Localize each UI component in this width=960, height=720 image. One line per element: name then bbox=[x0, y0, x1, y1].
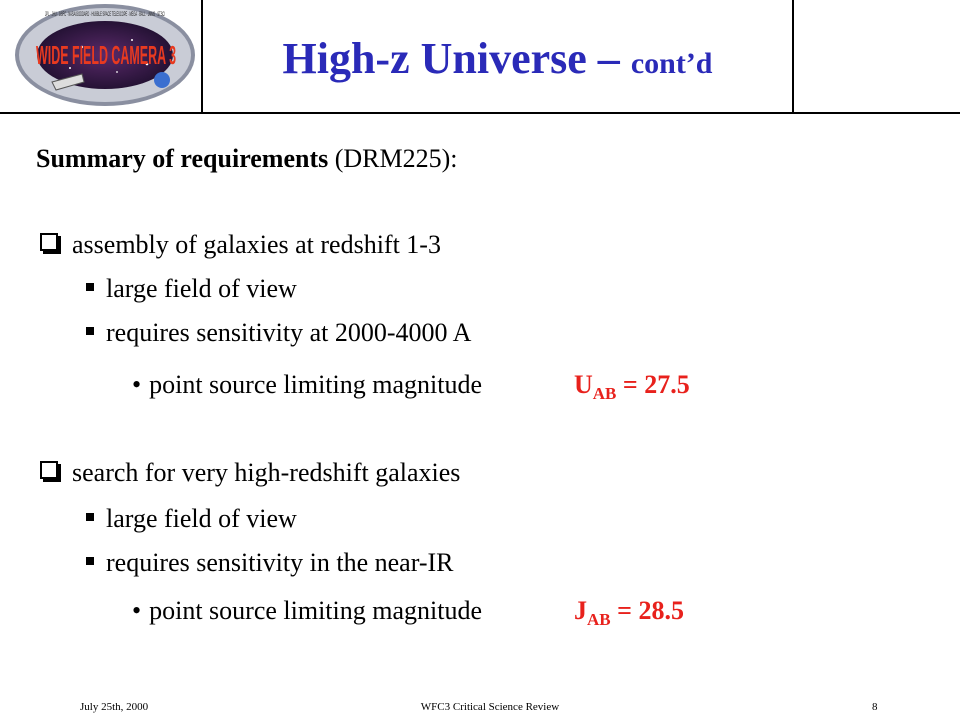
header-divider-right bbox=[792, 0, 794, 113]
limit-symbol: U bbox=[574, 370, 593, 399]
bullet-item bbox=[40, 458, 460, 488]
title-main: High-z Universe – bbox=[282, 34, 631, 83]
logo-ring-text: JPL · JHU · GSFC · NASA/GODDARD · HUBBLE SPACE TELESCOPE · MEGA · BALL · LMMS · STSCI bbox=[45, 12, 166, 18]
sub-bullet-text: large field of view bbox=[106, 504, 297, 533]
sub-bullet-item bbox=[86, 548, 454, 578]
summary-bold: Summary of requirements bbox=[36, 144, 329, 173]
wfc3-logo-icon bbox=[12, 2, 198, 108]
limit-value bbox=[574, 596, 684, 635]
slide-body bbox=[0, 114, 960, 694]
detail-text: point source limiting magnitude bbox=[149, 596, 483, 625]
square-bullet-icon bbox=[40, 461, 58, 479]
bullet-text: assembly of galaxies at redshift 1-3 bbox=[72, 230, 441, 259]
square-bullet-icon bbox=[40, 233, 58, 251]
summary-heading bbox=[36, 144, 458, 174]
limit-subscript: AB bbox=[592, 384, 617, 403]
limit-symbol: J bbox=[574, 596, 587, 625]
sub-bullet-item bbox=[86, 274, 297, 304]
limit-number: = 28.5 bbox=[610, 596, 684, 625]
sub-bullet-item bbox=[86, 318, 471, 348]
bullet-text: search for very high-redshift galaxies bbox=[72, 458, 461, 487]
sub-bullet-text: requires sensitivity at 2000-4000 A bbox=[106, 318, 472, 347]
filled-square-bullet-icon bbox=[86, 513, 94, 521]
dot-bullet-icon: • bbox=[132, 370, 142, 399]
footer-date: July 25th, 2000 bbox=[80, 701, 149, 713]
detail-item bbox=[132, 370, 482, 400]
title-contd: cont’d bbox=[630, 47, 713, 80]
sub-bullet-text: requires sensitivity in the near-IR bbox=[106, 548, 454, 577]
limit-value bbox=[574, 370, 690, 409]
limit-number: = 27.5 bbox=[616, 370, 690, 399]
slide-title bbox=[203, 34, 792, 89]
detail-text: point source limiting magnitude bbox=[149, 370, 483, 399]
detail-item bbox=[132, 596, 482, 626]
bullet-item bbox=[40, 230, 441, 260]
limit-subscript: AB bbox=[587, 610, 611, 629]
summary-rest: (DRM225): bbox=[328, 144, 458, 173]
sub-bullet-item bbox=[86, 504, 297, 534]
dot-bullet-icon: • bbox=[132, 596, 142, 625]
filled-square-bullet-icon bbox=[86, 327, 94, 335]
logo-wide-text: WIDE FIELD CAMERA 3 bbox=[36, 40, 176, 70]
slide-header bbox=[0, 0, 960, 113]
footer-center: WFC3 Critical Science Review bbox=[420, 701, 560, 713]
filled-square-bullet-icon bbox=[86, 557, 94, 565]
page-number: 8 bbox=[872, 701, 878, 713]
sub-bullet-text: large field of view bbox=[106, 274, 297, 303]
filled-square-bullet-icon bbox=[86, 283, 94, 291]
